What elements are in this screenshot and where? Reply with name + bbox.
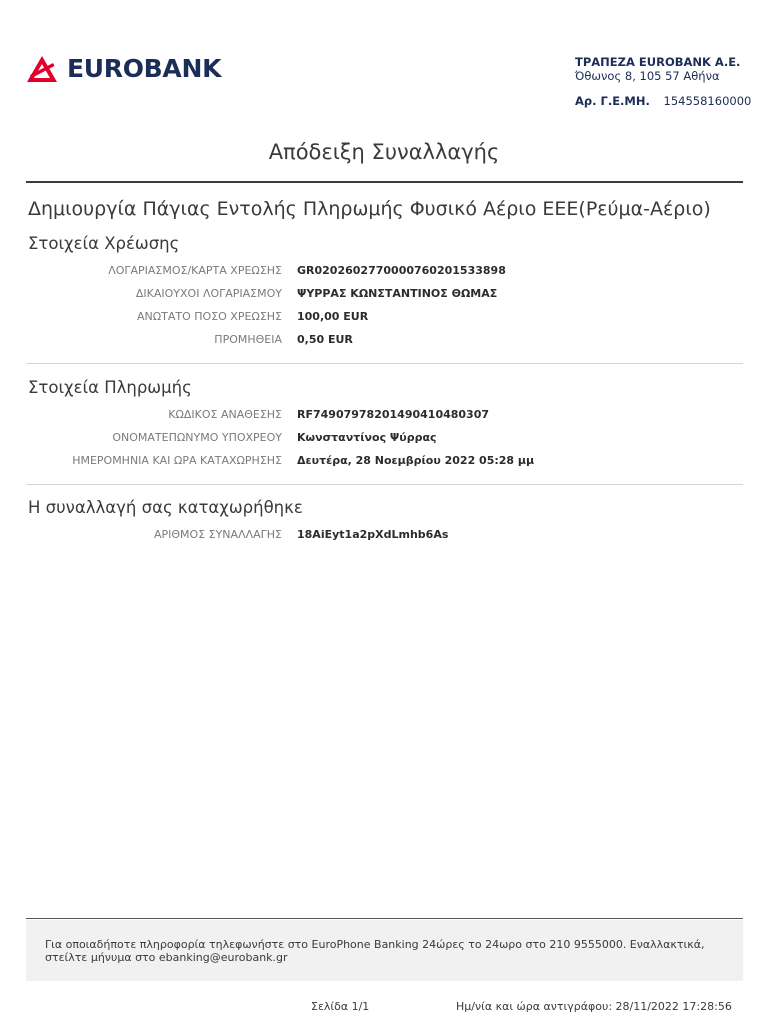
bank-info <box>575 55 755 108</box>
detail-row <box>26 282 743 305</box>
field-value: 100,00 EUR <box>297 310 369 323</box>
field-value: RF7490797820149041048030​7 <box>297 408 490 421</box>
field-label: ΑΝΩΤΑΤΟ ΠΟΣΟ ΧΡΕΩΣΗΣ <box>136 310 282 323</box>
field-label: ΠΡΟΜΗΘΕΙΑ <box>214 333 282 346</box>
registry-info <box>575 94 755 108</box>
field-label: ΛΟΓΑΡΙΑΣΜΟΣ/ΚΑΡΤΑ ΧΡΕΩΣΗΣ <box>108 264 282 277</box>
page-number: Σελίδα 1/1 <box>311 1000 370 1013</box>
field-label: ΑΡΙΘΜΟΣ ΣΥΝΑΛΛΑΓΗΣ <box>153 528 282 541</box>
detail-row <box>26 403 743 426</box>
field-value: Δευτέρα, 28 Νοεμβρίου 2022 05:28 μμ <box>297 454 535 467</box>
field-value: Κωνσταντίνος Ψύρρας <box>297 431 437 444</box>
detail-row <box>26 305 743 328</box>
field-label: ΗΜΕΡΟΜΗΝΙΑ ΚΑΙ ΩΡΑ ΚΑΤΑΧΩΡΗΣΗΣ <box>72 454 282 467</box>
footer-divider <box>26 918 743 919</box>
footer-info-box <box>26 920 743 981</box>
eurobank-emblem-icon <box>26 55 58 83</box>
section-title: Η συναλλαγή σας καταχωρήθηκε <box>28 498 303 517</box>
section-title: Στοιχεία Πληρωμής <box>28 378 192 397</box>
section-title: Στοιχεία Χρέωσης <box>28 234 180 253</box>
detail-row <box>26 449 743 472</box>
footer-info-text: Για οποιαδήποτε πληροφορία τηλεφωνήστε στο EuroPhone Banking 24ώρες το 24ωρο στο 210 9555000. Εναλλακτικά, στείλτε μήνυμα στο ebanking@eurobank.gr <box>45 938 705 964</box>
document-title: Απόδειξη Συναλλαγής <box>268 140 500 164</box>
detail-row <box>26 523 743 546</box>
detail-row <box>26 259 743 282</box>
field-value: 18AiEyt1a2pXdLmhb6As <box>297 528 449 541</box>
field-label: ΔΙΚΑΙΟΥΧΟΙ ΛΟΓΑΡΙΑΣΜΟΥ <box>135 287 282 300</box>
debit-details-section <box>26 233 743 351</box>
section-divider <box>26 363 743 364</box>
bank-name: ΤΡΑΠΕΖΑ EUROBANK Α.Ε. <box>575 55 741 69</box>
eurobank-logo <box>26 52 221 86</box>
registry-number: 154558160000 <box>663 94 752 108</box>
transaction-title: Δημιουργία Πάγιας Εντολής Πληρωμής Φυσικό Αέριο ΕΕΕ(Ρεύμα-Αέριο) <box>28 198 711 220</box>
field-label: ΚΩΔΙΚΟΣ ΑΝΑΘΕΣΗΣ <box>168 408 282 421</box>
title-divider <box>26 181 743 183</box>
field-value: ΨΥΡΡΑΣ ΚΩΝΣΤΑΝΤΙΝΟΣ ΘΩΜΑΣ <box>297 287 498 300</box>
field-value: GR0202602770000760201533898 <box>297 264 506 277</box>
field-value: 0,50 EUR <box>297 333 353 346</box>
detail-row <box>26 328 743 351</box>
field-label: ΟΝΟΜΑΤΕΠΩΝΥΜΟ ΥΠΟΧΡΕΟΥ <box>112 431 282 444</box>
section-divider <box>26 484 743 485</box>
bank-address: Όθωνος 8, 105 57 Αθήνα <box>575 69 720 83</box>
logo-text: EUROBANK <box>67 54 222 83</box>
registry-label: Αρ. Γ.Ε.ΜΗ. <box>575 94 650 108</box>
payment-details-section <box>26 377 743 472</box>
detail-row <box>26 426 743 449</box>
transaction-result-section <box>26 497 743 546</box>
copy-datetime: Ημ/νία και ώρα αντιγράφου: 28/11/2022 17:28:56 <box>456 1000 732 1013</box>
